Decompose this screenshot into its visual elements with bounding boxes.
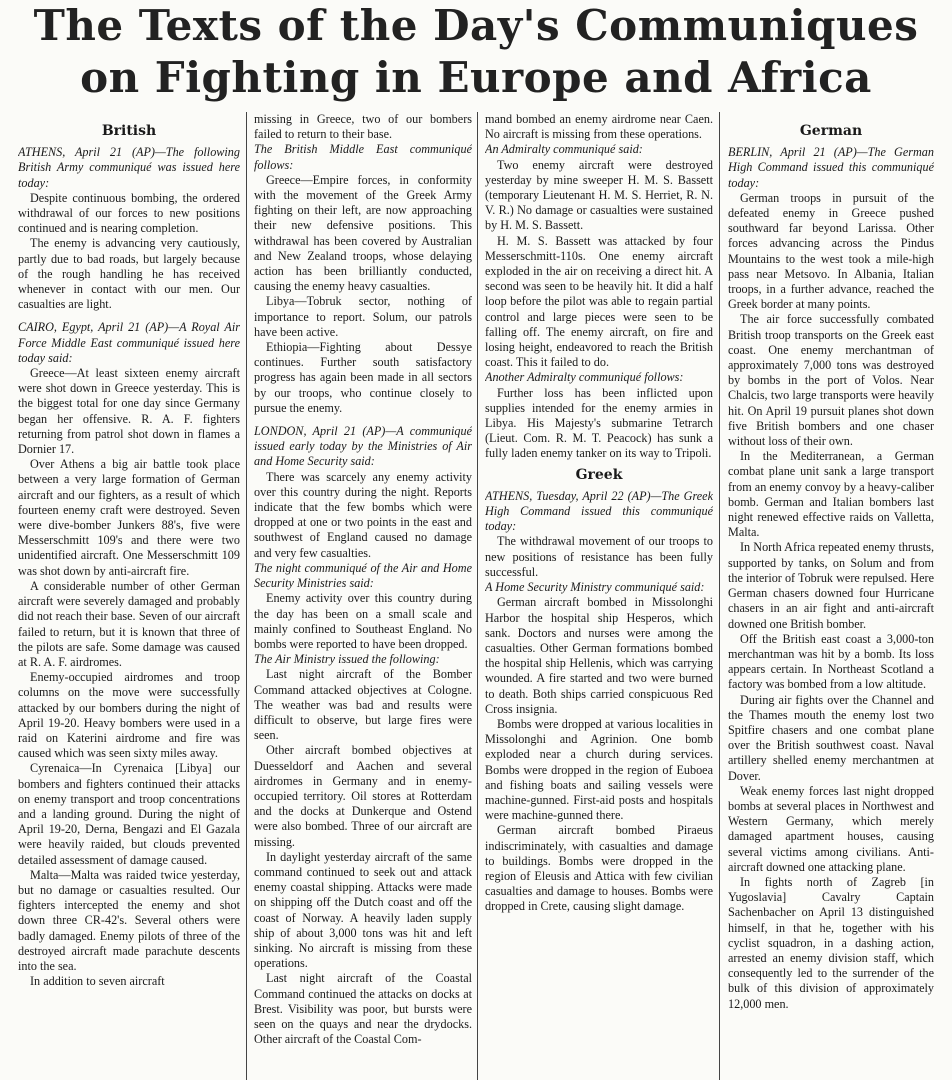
paragraph: In the Mediterranean, a German combat plane unit sank a large transport from an enemy convoy by a heavy-caliber bomb. German and Italian bombers last night renewed effective raids on Valletta, Malta. [728, 449, 934, 540]
column-rule [719, 112, 720, 1080]
paragraph: German troops in pursuit of the defeated enemy in Greece pushed southward far beyond Larissa. Other forces advancing across the Pindus Mountains to the west took a mile-high pass near Metsovo. In Albania, Italian troops, in a further advance, reached the Greek border at many points. [728, 190, 934, 312]
column-british [18, 118, 240, 1080]
intro-line: Another Admiralty communiqué follows: [485, 370, 684, 385]
paragraph: Malta—Malta was raided twice yesterday, but no damage or casualties resulted. Our fighters intercepted the enemy and shot down three CR-42's. Several others were badly damaged. Enemy pilots of three of the destroyed aircraft made parachute descents into the sea. [18, 867, 240, 973]
paragraph: There was scarcely any enemy activity over this country during the night. Reports indicate that the few bombs which were dropped at one or two points in the east and southwest of England caused no damage and very few casualties. [254, 469, 472, 560]
paragraph: German aircraft bombed in Missolonghi Harbor the hospital ship Hesperos, which sank. Doctors and nurses were among the casualties. Other German formations bombed the hospital ship Hellenis, which was carrying wounded. A fire started and two were burned to death. Both ships carried conspicuous Red Cross insignia. [485, 595, 713, 716]
paragraph: A considerable number of other German aircraft were severely damaged and probably did not reach their base. Seven of our aircraft failed to return, but it is known that three of the pilots are safe. Some damage was caused at R. A. F. airdromes. [18, 578, 240, 669]
paragraph: In North Africa repeated enemy thrusts, supported by tanks, on Solum and from the interior of Tobruk were repulsed. Here German chasers downed four Hurricane chasers in an air fight and anti-aircraft downed one British bomber. [728, 540, 934, 631]
headline-line-2: on Fighting in Europe and Africa [80, 53, 872, 102]
dateline: ATHENS, April 21 (AP)—The following British Army communiqué was issued here today: [18, 145, 240, 190]
paragraph: In daylight yesterday aircraft of the same command continued to seek out and attack enemy coastal shipping. Attacks were made on shipping off the Dutch coast and off the coast of Norway. A heavily laden supply ship of about 3,000 tons was hit and left sinking. No aircraft is missing from these operations. [254, 849, 472, 971]
dateline: CAIRO, Egypt, April 21 (AP)—A Royal Air Force Middle East communiqué issued here today said: [18, 320, 240, 365]
paragraph: missing in Greece, two of our bombers failed to return to their base. [254, 112, 472, 142]
paragraph: H. M. S. Bassett was attacked by four Messerschmitt-110s. One enemy aircraft exploded in the air on receiving a direct hit. A second was seen to be heavily hit. It did a half loop before the pilot was able to regain partial control and large pieces were seen to be falling off. The enemy aircraft, on fire and losing height, endeavored to reach the British coast. This it failed to do. [485, 233, 713, 370]
column-british-continued [254, 112, 472, 1080]
paragraph: Weak enemy forces last night dropped bombs at several places in Northwest and Western Germany, which merely damaged apartment houses, causing several victims among civilians. Anti-aircraft downed one attacking plane. [728, 783, 934, 874]
intro-line: An Admiralty communiqué said: [485, 142, 643, 157]
paragraph: The withdrawal movement of our troops to new positions of resistance has been fully successful. [485, 534, 713, 579]
section-heading-greek: Greek [575, 466, 623, 483]
paragraph: During air fights over the Channel and the Thames mouth the enemy lost two Spitfire chasers and one combat plane over the British southwest coast. Naval artillery shelled enemy merchantmen at Dover. [728, 692, 934, 783]
paragraph: German aircraft bombed Piraeus indiscriminately, with casualties and damage to buildings. Bombs were dropped in the region of Eleusis and Attica with few civilian casualties and damage to houses. Bombs were dropped in Crete, causing slight damage. [485, 823, 713, 914]
paragraph: Ethiopia—Fighting about Dessye continues. Further south satisfactory progress has again been made in all sectors by our troops, who continue closely to pursue the enemy. [254, 340, 472, 415]
column-rule [246, 112, 247, 1080]
paragraph: mand bombed an enemy airdrome near Caen. No aircraft is missing from these operations. [485, 112, 713, 142]
paragraph: In fights north of Zagreb [in Yugoslavia] Cavalry Captain Sachenbacher on April 13 distinguished himself, in that he, together with his cyclist squadron, in a dashing action, arrested an enemy division staff, which consequently led to the surrender of the bulk of this division of approximately 12,000 men. [728, 874, 934, 1011]
paragraph: Over Athens a big air battle took place between a very large formation of German aircraft and our fighters, as a result of which fourteen enemy craft were destroyed. Seven were dive-bomber Junkers 88's, five were Messerschmitt 109's and there were two unidentified aircraft. One Messerschmitt 109 was shot down by anti-aircraft fire. [18, 457, 240, 578]
paragraph: Despite continuous bombing, the ordered withdrawal of our forces to new positions continued and is nearing completion. [18, 190, 240, 236]
paragraph: The enemy is advancing very cautiously, partly due to bad roads, but largely because of the rough handling he has received whenever in contact with our men. Our casualties are light. [18, 236, 240, 312]
paragraph: Greece—Empire forces, in conformity with the movement of the Greek Army fighting on their left, are now approaching their new defensive positions. This withdrawal has been covered by Australian and New Zealand troops, whose delaying action has been brilliantly conducted, causing the enemy heavy casualties. [254, 172, 472, 294]
intro-line: A Home Security Ministry communiqué said: [485, 580, 705, 595]
paragraph: Cyrenaica—In Cyrenaica [Libya] our bombers and fighters continued their attacks on enemy transport and troop concentrations and a landing ground. During the night of April 19-20, Derna, Bengazi and El Gazala were heavily raided, but clouds prevented detailed assessment of damage caused. [18, 761, 240, 867]
paragraph: In addition to seven aircraft [30, 974, 165, 989]
column-rule [477, 112, 478, 1080]
dateline: BERLIN, April 21 (AP)—The German High Command issued this communiqué today: [728, 145, 934, 190]
paragraph: Other aircraft bombed objectives at Duesseldorf and Aachen and several airdromes in Germany and in enemy-occupied territory. Oil stores at Rotterdam and the docks at Dunkerque and Ostend were also bombed. Three of our aircraft are missing. [254, 743, 472, 849]
paragraph: Off the British east coast a 3,000-ton merchantman was hit by a bomb. Its loss appears certain. In Northeast Scotland a factory was bombed from a low altitude. [728, 631, 934, 692]
intro-line: The Air Ministry issued the following: [254, 652, 440, 667]
paragraph: Libya—Tobruk sector, nothing of importance to report. Solum, our patrols have been active. [254, 294, 472, 339]
column-german [728, 118, 934, 1080]
section-heading-british: British [101, 123, 157, 139]
paragraph: Enemy-occupied airdromes and troop columns on the move were successfully attacked by our bombers during the night of April 19-20. Heavy bombers were used in a raid on Katerini airdrome and fire was caused which was seen sixty miles away. [18, 670, 240, 761]
headline-line-1: The Texts of the Day's Communiques [33, 1, 919, 50]
dateline: ATHENS, Tuesday, April 22 (AP)—The Greek High Command issued this communiqué today: [485, 488, 713, 534]
paragraph: Last night aircraft of the Coastal Command continued the attacks on docks at Brest. Visibility was poor, but bursts were seen on the quays and near the drydocks. Other aircraft of the Coastal Com- [254, 971, 472, 1047]
paragraph: Last night aircraft of the Bomber Command attacked objectives at Cologne. The weather was bad and results were difficult to observe, but large fires were seen. [254, 667, 472, 743]
intro-line: The night communiqué of the Air and Home Security Ministries said: [254, 560, 472, 591]
section-heading-german: German [799, 123, 863, 139]
column-greek [485, 112, 713, 1080]
intro-line: The British Middle East communiqué follows: [254, 142, 472, 172]
paragraph: Two enemy aircraft were destroyed yesterday by mine sweeper H. M. S. Bassett (temporary Lieutenant H. M. S. Herriet, R. N. V. R.) No damage or casualties were sustained by H. M. S. Bassett. [485, 157, 713, 233]
paragraph: Bombs were dropped at various localities in Missolonghi and Agrinion. One bomb exploded near a church during services. Bombs were dropped in the region of Euboea and fishing boats and sailing vessels were machine-gunned. First-aid posts and hospitals were machine-gunned there. [485, 716, 713, 823]
paragraph: Enemy activity over this country during the day has been on a small scale and mainly confined to Southeast England. No bombs were reported to have been dropped. [254, 591, 472, 651]
paragraph: The air force successfully combated British troop transports on the Greek east coast. One enemy merchantman of approximately 7,000 tons was destroyed by bombs in the port of Volos. Near Chalcis, two large transports were heavily hit. On April 19 pursuit planes shot down five British bombers and one chaser without loss of their own. [728, 312, 934, 449]
dateline: LONDON, April 21 (AP)—A communiqué issued early today by the Ministries of Air and Home Security said: [254, 424, 472, 469]
paragraph: Greece—At least sixteen enemy aircraft were shot down in Greece yesterday. This is the biggest total for one day since Germany began her offensive. R. A. F. fighters returning from patrol shot down in flames a Dornier 17. [18, 366, 240, 457]
paragraph: Further loss has been inflicted upon supplies intended for the enemy armies in Libya. His Majesty's submarine Tetrarch (Lieut. Com. R. M. T. Peacock) has sunk a fully laden enemy tanker on its way to Tripoli. [485, 385, 713, 461]
